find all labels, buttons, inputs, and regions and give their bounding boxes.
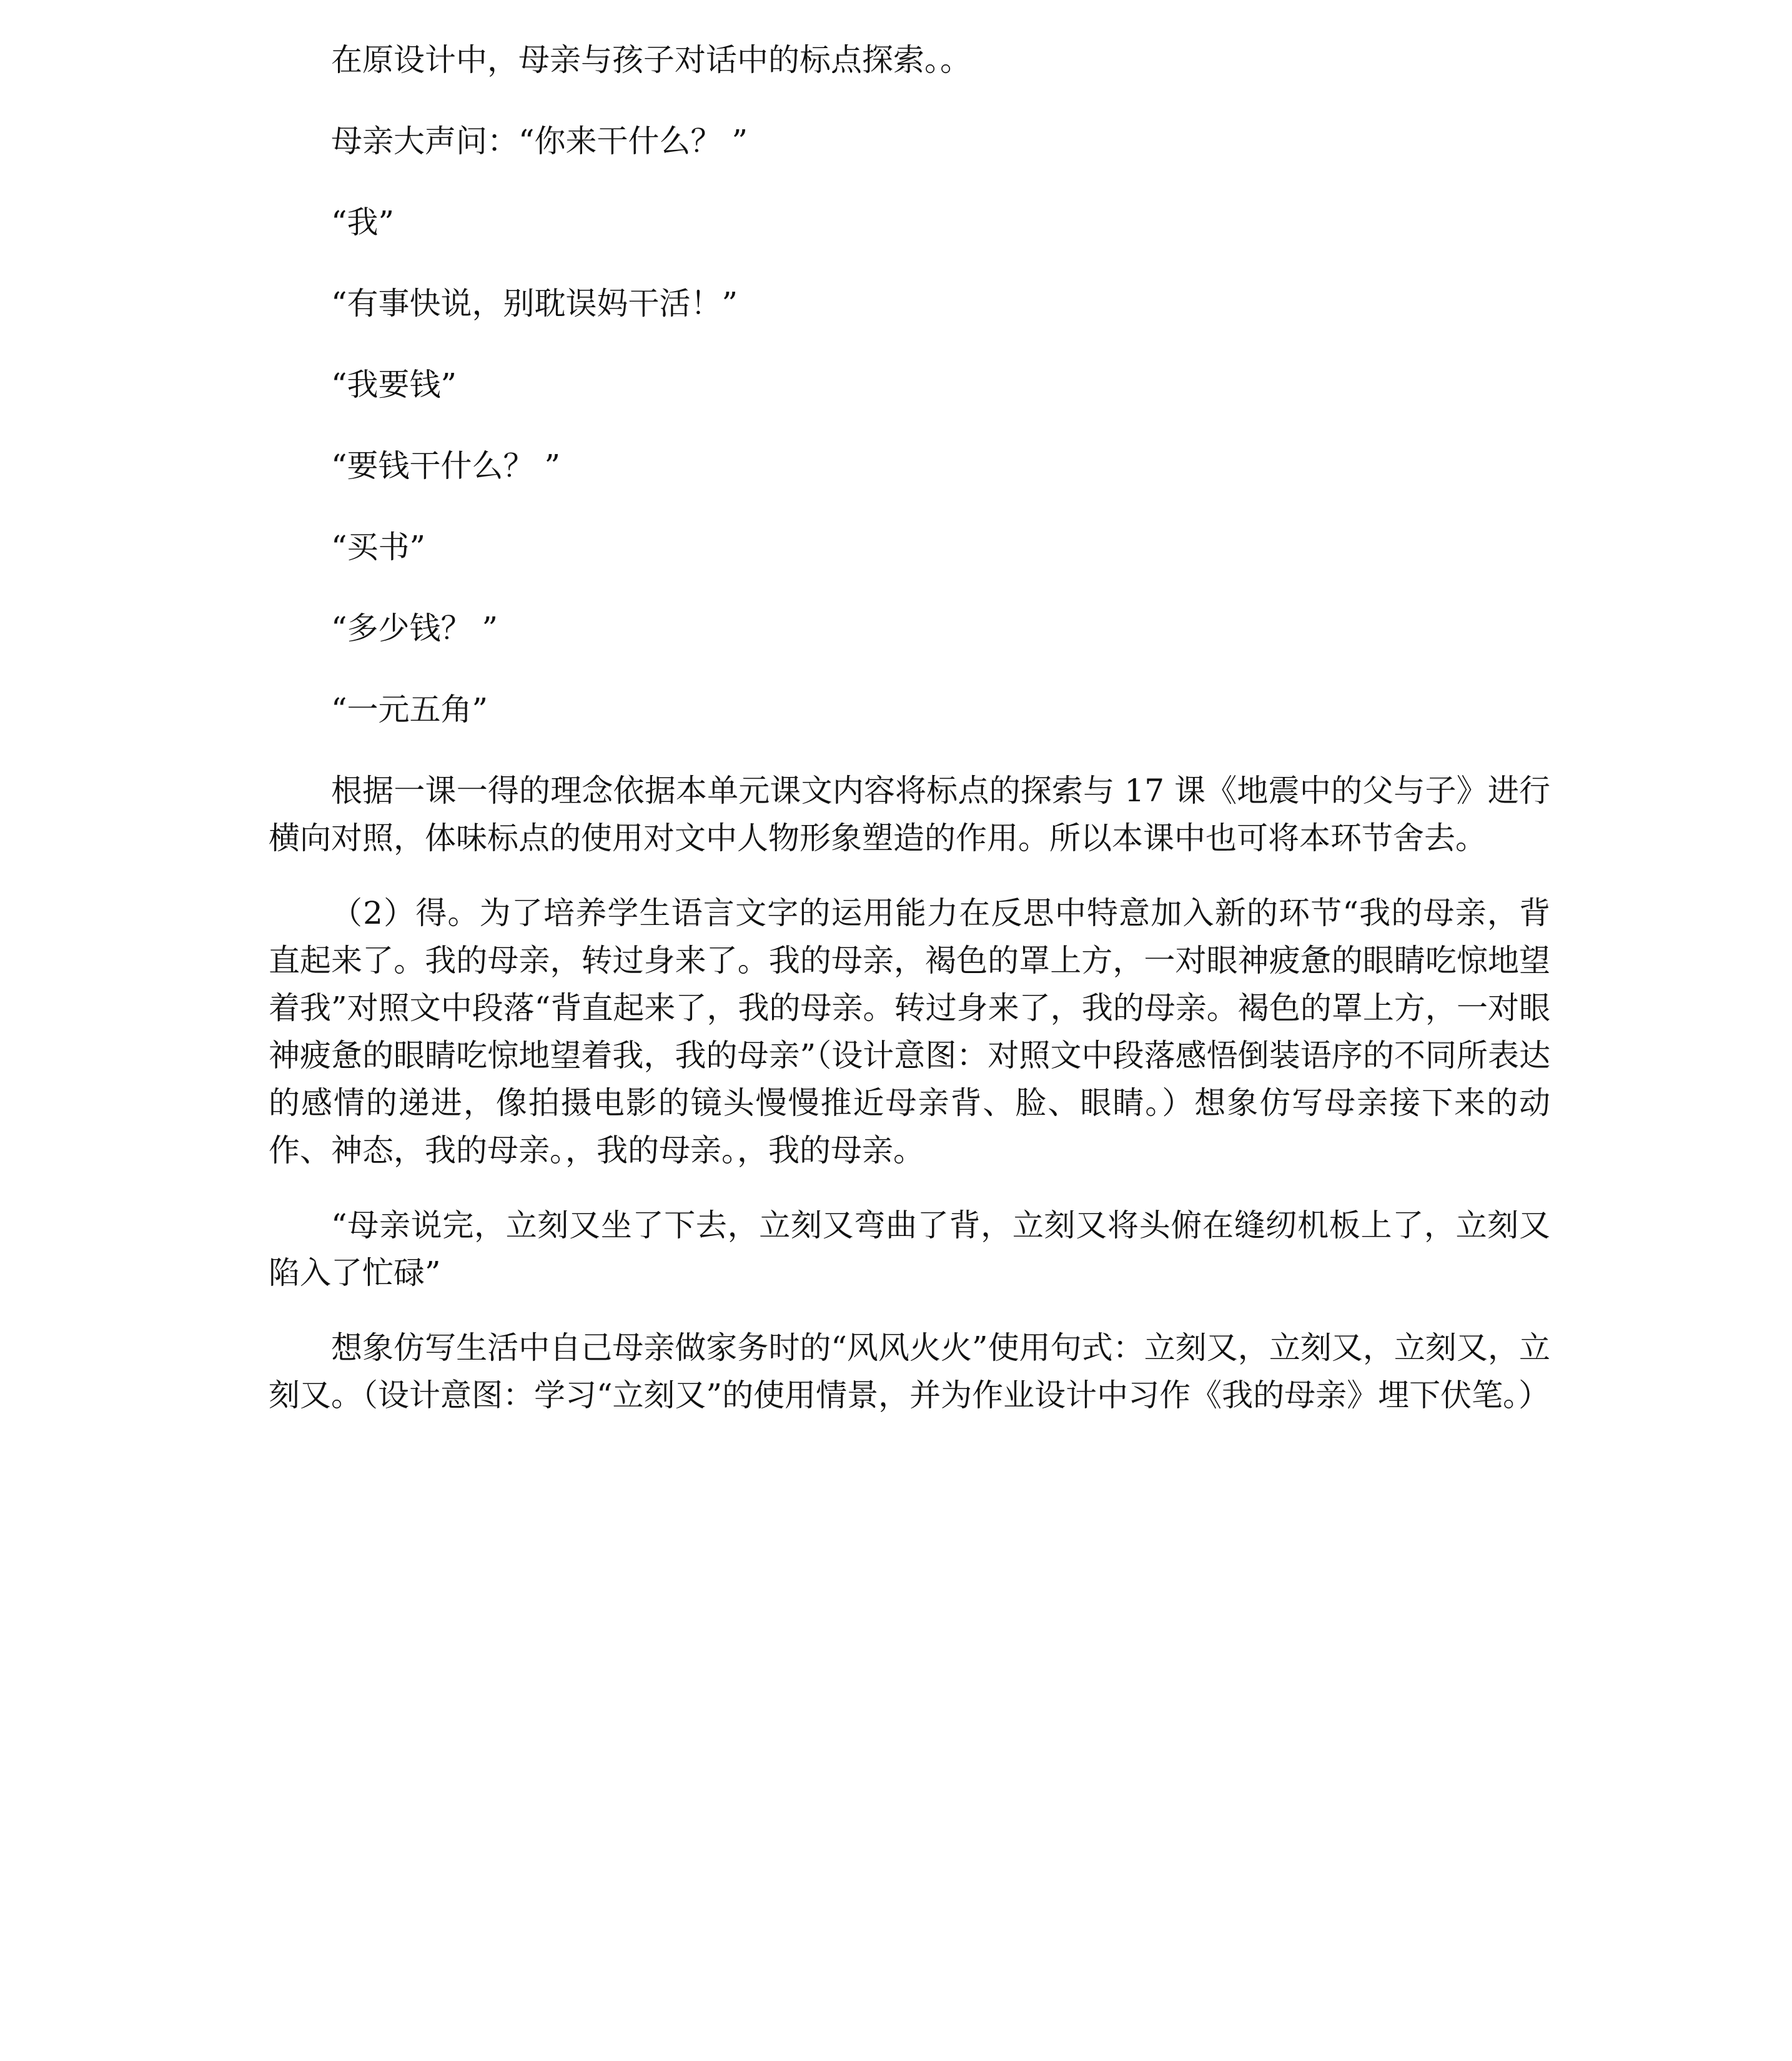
dialogue-line-1: 母亲大声问：“你来干什么？ ”	[331, 123, 748, 159]
dialogue-line-7: “多少钱？ ”	[331, 610, 498, 646]
paragraph-imitation: 想象仿写生活中自己母亲做家务时的“风风火火”使用句式：立刻又，立刻又，立刻又，立刻又。（设计意图：学习“立刻又”的使用情景，并为作业设计中习作《我的母亲》埋下伏笔。）	[269, 1330, 1550, 1413]
dialogue-line-4: “我要钱”	[331, 367, 457, 403]
dialogue-line-2: “我”	[331, 204, 395, 240]
paragraph-quote: “母亲说完，立刻又坐了下去，立刻又弯曲了背，立刻又将头俯在缝纫机板上了，立刻又陷入了忙碌”	[269, 1207, 1550, 1291]
dialogue-line-8: “一元五角”	[331, 691, 488, 728]
dialogue-intro: 在原设计中，母亲与孩子对话中的标点探索。。	[331, 42, 971, 78]
paragraph-practice: （2）得。为了培养学生语言文字的运用能力在反思中特意加入新的环节“我的母亲，背直起来了。我的母亲，转过身来了。我的母亲，褐色的罩上方，一对眼神疲惫的眼睛吃惊地望着我”对照文中段落“背直起来了，我的母亲。转过身来了，我的母亲。褐色的罩上方，一对眼神疲惫的眼睛吃惊地望着我，我的母亲”（设计意图：对照文中段落感悟倒装语序的不同所表达的感情的递进，像拍摄电影的镜头慢慢推近母亲背、脸、眼睛。）想象仿写母亲接下来的动作、神态，我的母亲。，我的母亲。，我的母亲。	[269, 895, 1550, 1169]
dialogue-line-3: “有事快说，别耽误妈干活！”	[331, 285, 738, 322]
paragraph-comparison: 根据一课一得的理念依据本单元课文内容将标点的探索与 17 课《地震中的父与子》进行横向对照，体味标点的使用对文中人物形象塑造的作用。所以本课中也可将本环节舍去。	[269, 773, 1550, 856]
dialogue-line-5: “要钱干什么？ ”	[331, 448, 561, 484]
dialogue-line-6: “买书”	[331, 529, 426, 565]
document-body	[269, 36, 1550, 1446]
